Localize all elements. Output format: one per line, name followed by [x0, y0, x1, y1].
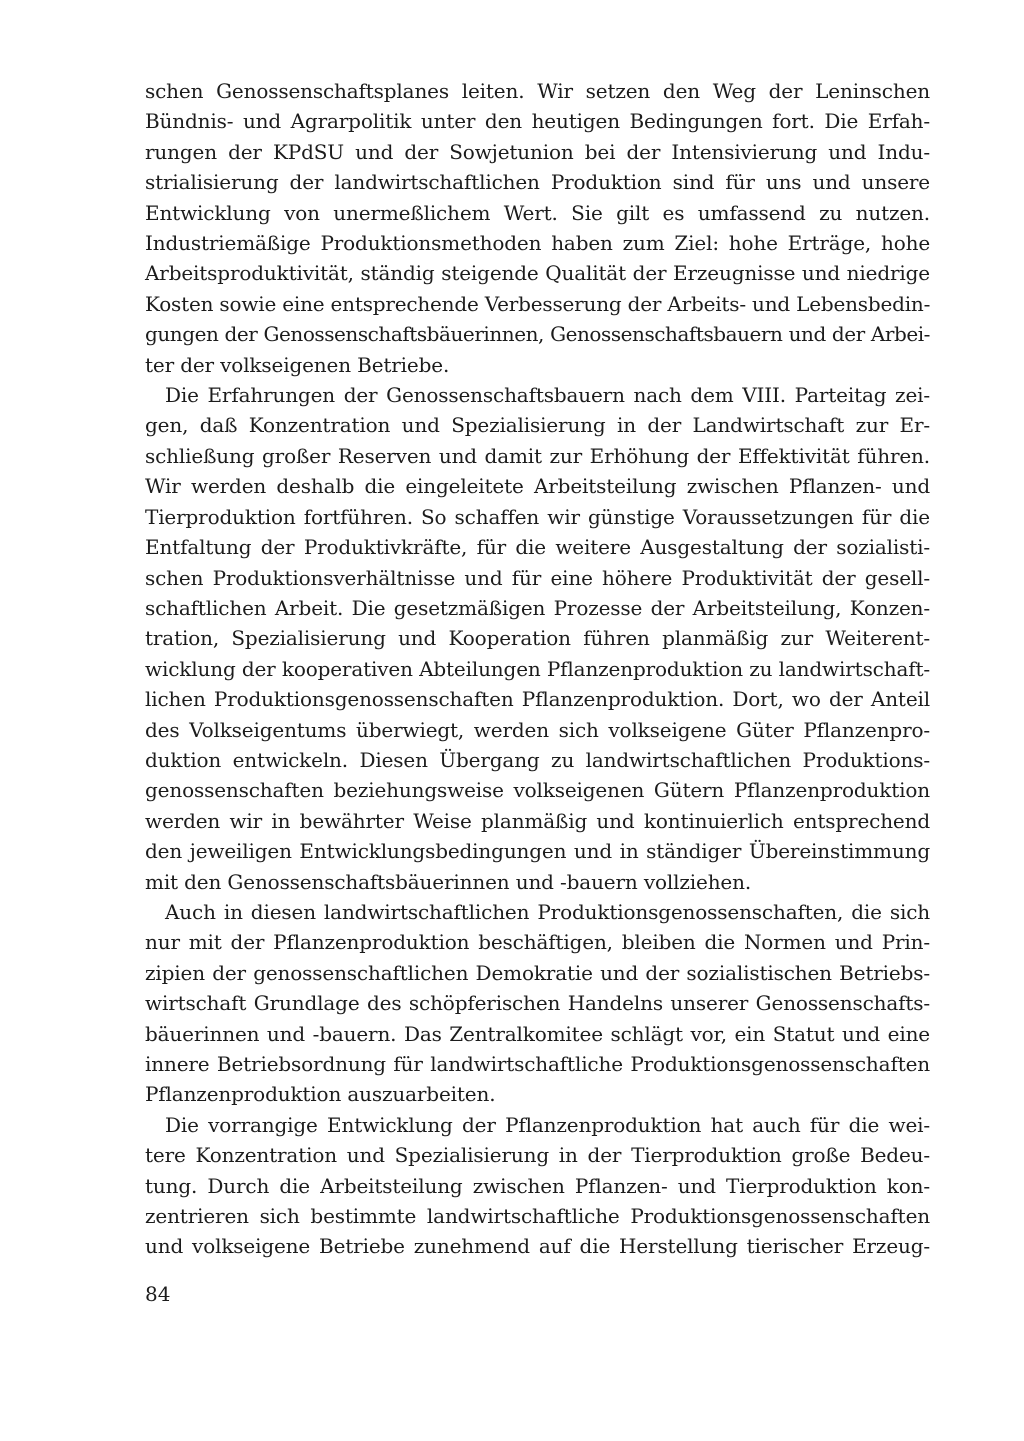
text-line: zentrieren sich bestimmte landwirtschaftliche Produktionsgenossenschaften — [145, 1204, 930, 1229]
text-line: schließung großer Reserven und damit zur Erhöhung der Effektivität führen. — [145, 443, 930, 468]
text-line: Kosten sowie eine entsprechende Verbesserung der Arbeits- und Lebensbedin- — [145, 291, 931, 316]
text-line: schaftlichen Arbeit. Die gesetzmäßigen Prozesse der Arbeitsteilung, Konzen- — [145, 595, 930, 620]
text-line: Entwicklung von unermeßlichem Wert. Sie gilt es umfassend zu nutzen. — [145, 200, 930, 225]
text-line: mit den Genossenschaftsbäuerinnen und -bauern vollziehen. — [145, 869, 752, 894]
text-line: ter der volkseigenen Betriebe. — [145, 352, 450, 377]
text-line: lichen Produktionsgenossenschaften Pflanzenproduktion. Dort, wo der Anteil — [145, 687, 930, 712]
text-line: tung. Durch die Arbeitsteilung zwischen Pflanzen- und Tierproduktion kon- — [145, 1173, 930, 1198]
text-line: gen, daß Konzentration und Spezialisierung in der Landwirtschaft zur Er- — [145, 413, 930, 438]
text-line: duktion entwickeln. Diesen Übergang zu landwirtschaftlichen Produktions- — [145, 747, 930, 772]
text-line: Pflanzenproduktion auszuarbeiten. — [145, 1082, 496, 1107]
paragraph-3 — [145, 897, 930, 1110]
text-line: nur mit der Pflanzenproduktion beschäftigen, bleiben die Normen und Prin- — [145, 930, 930, 955]
text-line: schen Produktionsverhältnisse und für eine höhere Produktivität der gesell- — [145, 565, 930, 590]
text-line: rungen der KPdSU und der Sowjetunion bei der Intensivierung und Indu- — [145, 139, 930, 164]
text-line: des Volkseigentums überwiegt, werden sich volkseigene Güter Pflanzenpro- — [145, 717, 930, 742]
text-line: innere Betriebsordnung für landwirtschaftliche Produktionsgenossenschaften — [145, 1052, 930, 1076]
paragraph-2 — [145, 380, 930, 897]
text-line: den jeweiligen Entwicklungsbedingungen und in ständiger Übereinstimmung — [145, 839, 930, 864]
text-line: Wir werden deshalb die eingeleitete Arbeitsteilung zwischen Pflanzen- und — [145, 474, 930, 499]
paragraph-4 — [145, 1110, 930, 1262]
body-text — [145, 76, 930, 1262]
text-line: Bündnis- und Agrarpolitik unter den heutigen Bedingungen fort. Die Erfah- — [145, 109, 930, 134]
text-line: wicklung der kooperativen Abteilungen Pflanzenproduktion zu landwirtschaft- — [145, 656, 930, 681]
text-line: Entfaltung der Produktivkräfte, für die weitere Ausgestaltung der sozialisti- — [145, 535, 930, 560]
page-number: 84 — [145, 1282, 171, 1306]
text-line: gungen der Genossenschaftsbäuerinnen, Genossenschaftsbauern und der Arbei- — [145, 322, 930, 347]
text-line: schen Genossenschaftsplanes leiten. Wir setzen den Weg der Leninschen — [145, 79, 930, 103]
text-line: genossenschaften beziehungsweise volkseigenen Gütern Pflanzenproduktion — [145, 778, 930, 803]
text-line: bäuerinnen und -bauern. Das Zentralkomitee schlägt vor, ein Statut und eine — [145, 1021, 930, 1046]
text-line: Die vorrangige Entwicklung der Pflanzenproduktion hat auch für die wei- — [165, 1112, 930, 1137]
text-line: zipien der genossenschaftlichen Demokratie und der sozialistischen Betriebs- — [145, 960, 930, 985]
text-line: Tierproduktion fortführen. So schaffen wir günstige Voraussetzungen für die — [145, 504, 930, 529]
text-line: tere Konzentration und Spezialisierung in der Tierproduktion große Bedeu- — [145, 1143, 930, 1168]
text-line: strialisierung der landwirtschaftlichen Produktion sind für uns und unsere — [145, 170, 930, 195]
text-line: werden wir in bewährter Weise planmäßig und kontinuierlich entsprechend — [145, 808, 930, 833]
text-line: tration, Spezialisierung und Kooperation führen planmäßig zur Weiterent- — [145, 626, 930, 651]
text-line: Arbeitsproduktivität, ständig steigende Qualität der Erzeugnisse und niedrige — [145, 261, 930, 286]
text-line: wirtschaft Grundlage des schöpferischen Handelns unserer Genossenschafts- — [145, 991, 930, 1016]
paragraph-1 — [145, 76, 930, 380]
text-line: Industriemäßige Produktionsmethoden haben zum Ziel: hohe Erträge, hohe — [145, 231, 930, 256]
text-line: Auch in diesen landwirtschaftlichen Produktionsgenossenschaften, die sich — [165, 899, 930, 924]
text-line: und volkseigene Betriebe zunehmend auf die Herstellung tierischer Erzeug- — [145, 1234, 930, 1259]
text-line: Die Erfahrungen der Genossenschaftsbauern nach dem VIII. Parteitag zei- — [165, 383, 930, 408]
